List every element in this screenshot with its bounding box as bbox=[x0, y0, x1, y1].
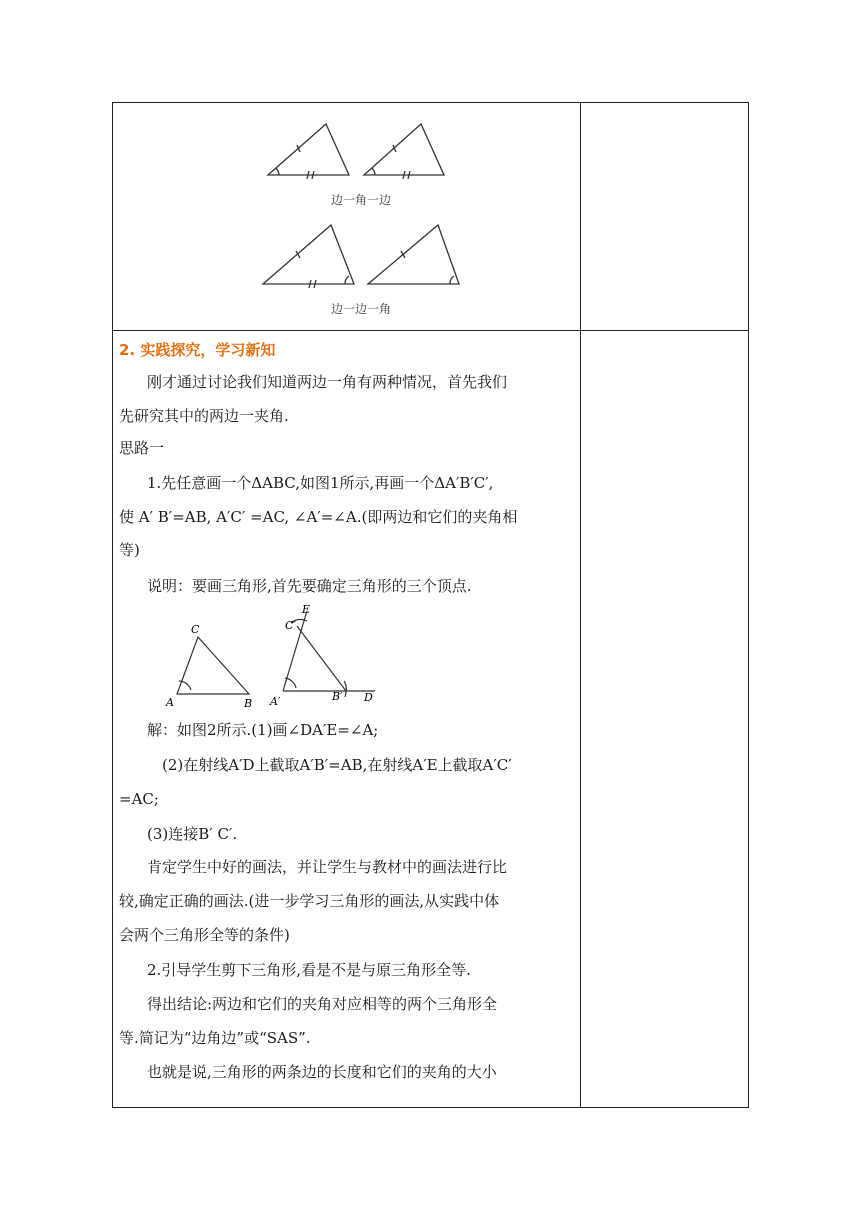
section-heading: 2. 实践探究，学习新知 bbox=[119, 341, 276, 359]
step1-line1: 1.先任意画一个ΔABC,如图1所示,再画一个ΔA′B′C′, bbox=[147, 474, 494, 492]
label-b: B bbox=[244, 697, 253, 710]
solution-step1: 解：如图2所示.(1)画∠DA′E=∠A; bbox=[147, 721, 379, 739]
solution-step2-line2: =AC; bbox=[119, 790, 159, 808]
label-e: E bbox=[302, 603, 311, 616]
affirm-line3: 会两个三角形全等的条件) bbox=[119, 926, 290, 944]
para1-line2: 先研究其中的两边一夹角. bbox=[119, 407, 289, 425]
step1-line2: 使 A′ B′=AB, A′C′ =AC, ∠A′=∠A.(即两边和它们的夹角相 bbox=[119, 508, 518, 526]
label-c: C bbox=[191, 623, 200, 636]
caption-ssa: 边一边一角 bbox=[331, 302, 392, 316]
note-text: 说明：要画三角形,首先要确定三角形的三个顶点. bbox=[147, 577, 472, 595]
label-a: A bbox=[166, 696, 174, 709]
step1-line3: 等) bbox=[119, 541, 140, 559]
para1-line1: 刚才通过讨论我们知道两边一角有两种情况，首先我们 bbox=[147, 373, 508, 391]
conclusion-line1: 得出结论:两边和它们的夹角对应相等的两个三角形全 bbox=[147, 995, 498, 1013]
affirm-line1: 肯定学生中好的画法，并让学生与教材中的画法进行比 bbox=[147, 858, 508, 876]
idea-label: 思路一 bbox=[119, 439, 165, 457]
last-line: 也就是说,三角形的两条边的长度和它们的夹角的大小 bbox=[147, 1063, 497, 1081]
step2-text: 2.引导学生剪下三角形,看是不是与原三角形全等. bbox=[147, 961, 471, 979]
solution-step2-line1: (2)在射线A′D上截取A′B′=AB,在射线A′E上截取A′C′ bbox=[162, 756, 512, 774]
affirm-line2: 较,确定正确的画法.(进一步学习三角形的画法,从实践中体 bbox=[119, 892, 500, 910]
table-border-bottom bbox=[112, 1107, 749, 1108]
segment-bc bbox=[297, 626, 346, 691]
solution-step3: (3)连接B′ C′. bbox=[147, 825, 238, 843]
conclusion-line2: 等.简记为“边角边”或“SAS”. bbox=[119, 1029, 311, 1047]
label-c-prime: C′ bbox=[285, 619, 296, 632]
label-d: D bbox=[364, 691, 373, 704]
caption-sas: 边一角一边 bbox=[331, 193, 392, 207]
label-b-prime: B′ bbox=[332, 690, 343, 703]
label-a-prime: A′ bbox=[270, 695, 281, 708]
